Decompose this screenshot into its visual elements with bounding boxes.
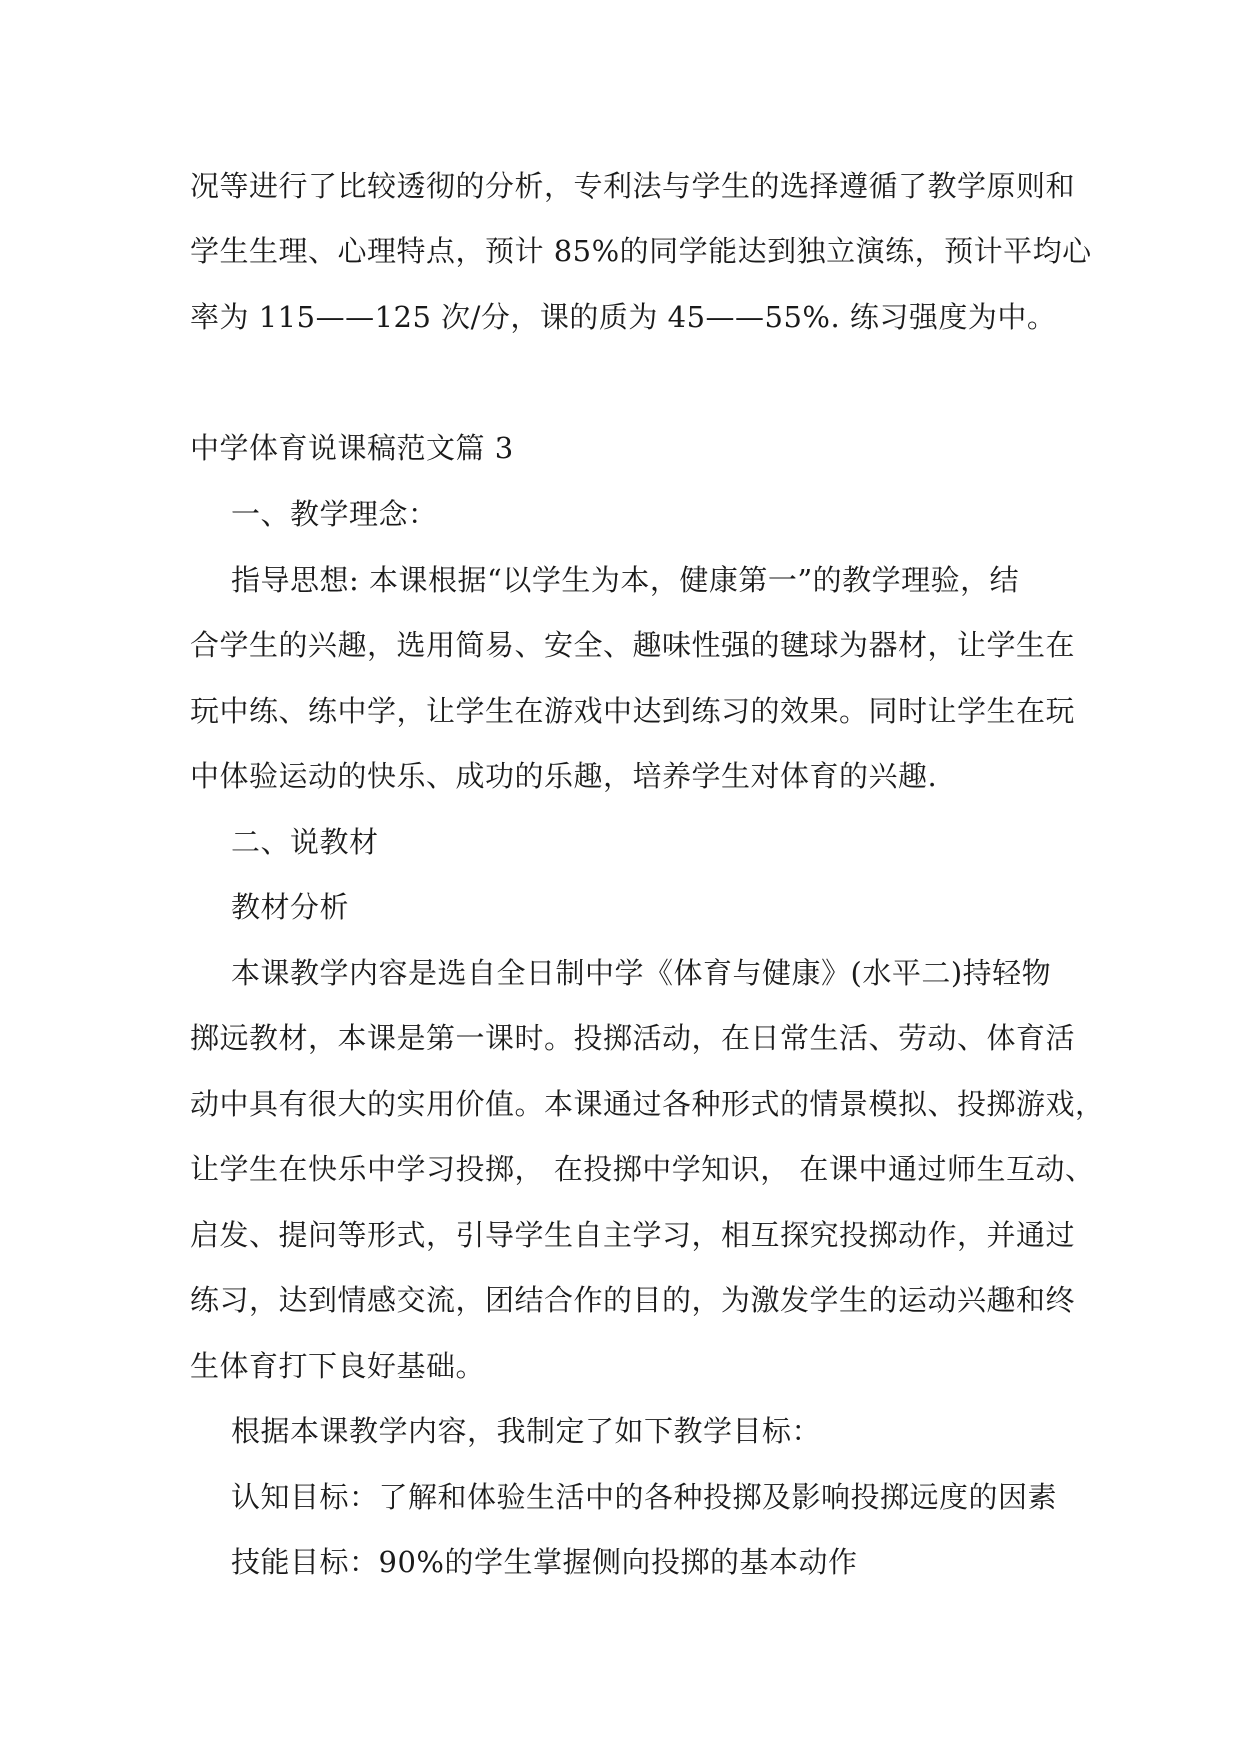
- paragraph-line: 中体验运动的快乐、成功的乐趣，培养学生对体育的兴趣.: [190, 759, 938, 793]
- paragraph-line: 率为 115——125 次/分，课的质为 45——55%. 练习强度为中。: [190, 300, 1057, 334]
- cognitive-goal: 认知目标：了解和体验生活中的各种投掷及影响投掷远度的因素: [231, 1480, 1058, 1514]
- paragraph-line: 掷远教材，本课是第一课时。投掷活动，在日常生活、劳动、体育活: [190, 1021, 1076, 1055]
- paragraph-line: 让学生在快乐中学习投掷， 在投掷中学知识， 在课中通过师生互动、: [190, 1152, 1095, 1186]
- paragraph-line: 练习，达到情感交流，团结合作的目的，为激发学生的运动兴趣和终: [190, 1283, 1076, 1317]
- paragraph-line: 启发、提问等形式，引导学生自主学习，相互探究投掷动作，并通过: [190, 1218, 1076, 1252]
- paragraph-line: 况等进行了比较透彻的分析，专利法与学生的选择遵循了教学原则和: [190, 169, 1076, 203]
- paragraph-line: 指导思想: 本课根据“以学生为本，健康第一”的教学理验，结: [231, 563, 1020, 597]
- paragraph-line: 学生生理、心理特点，预计 85%的同学能达到独立演练，预计平均心: [190, 234, 1092, 268]
- skill-goal: 技能目标：90%的学生掌握侧向投掷的基本动作: [231, 1545, 858, 1579]
- paragraph-line: 根据本课教学内容，我制定了如下教学目标：: [231, 1414, 822, 1448]
- paragraph-line: 动中具有很大的实用价值。本课通过各种形式的情景模拟、投掷游戏，: [190, 1087, 1105, 1121]
- subheading-textbook-analysis: 教材分析: [231, 890, 350, 924]
- paragraph-line: 合学生的兴趣，选用简易、安全、趣味性强的毽球为器材，让学生在: [190, 628, 1076, 662]
- paragraph-line: 玩中练、练中学，让学生在游戏中达到练习的效果。同时让学生在玩: [190, 694, 1076, 728]
- section-title: 中学体育说课稿范文篇 3: [190, 431, 514, 465]
- paragraph-line: 生体育打下良好基础。: [190, 1349, 486, 1383]
- paragraph-line: 本课教学内容是选自全日制中学《体育与健康》(水平二)持轻物: [231, 956, 1052, 990]
- heading-teaching-concept: 一、教学理念：: [231, 497, 438, 531]
- heading-textbook: 二、说教材: [231, 825, 379, 859]
